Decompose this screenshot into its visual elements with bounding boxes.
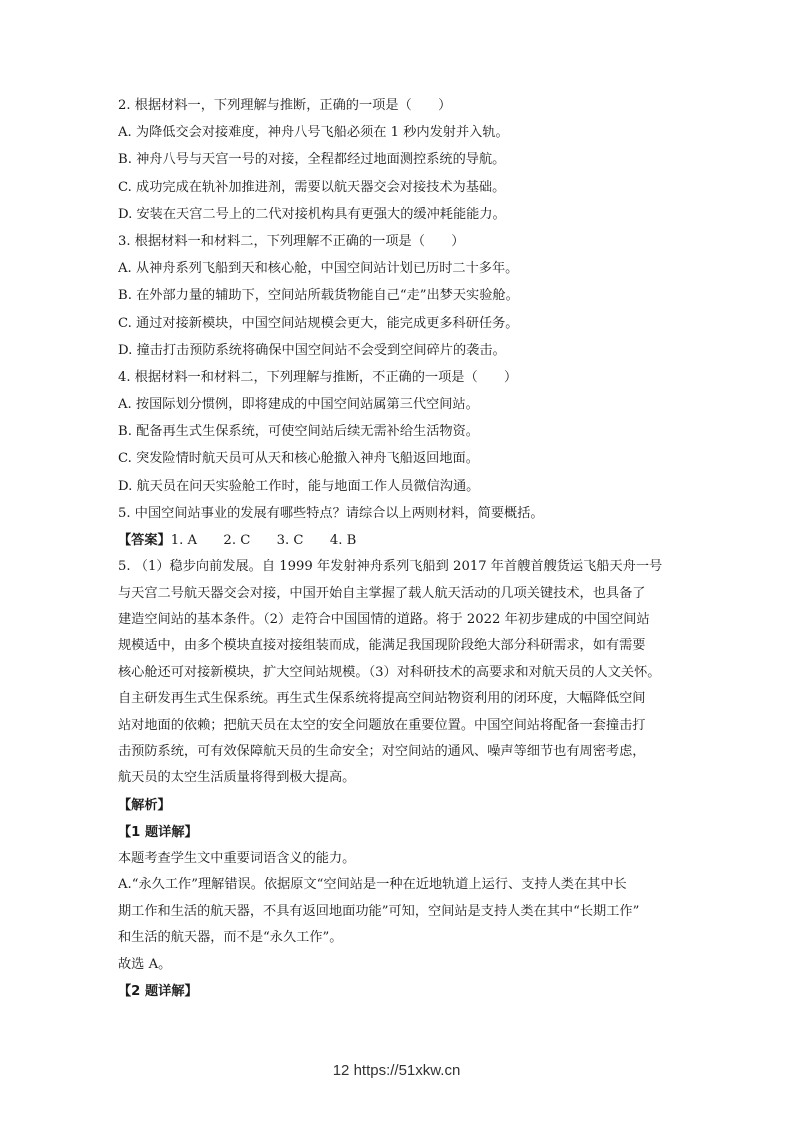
analysis-label: 【解析】 (118, 797, 171, 813)
answer-q5-line: 站对地面的依赖；把航天员在太空的安全问题放在重要位置。中国空间站将配备一套撞击打 (118, 717, 646, 733)
question-3-stem: 3. 根据材料一和材料二，下列理解不正确的一项是（ ） (118, 233, 465, 249)
question-5-stem: 5. 中国空间站事业的发展有哪些特点？请综合以上两则材料，简要概括。 (118, 505, 544, 521)
question-4-option-b: B. 配备再生式生保系统，可使空间站后续无需补给生活物资。 (118, 424, 479, 440)
question-2-option-a: A. 为降低交会对接难度，神舟八号飞船必须在 1 秒内发射并入轨。 (118, 125, 509, 141)
question-3-option-b: B. 在外部力量的辅助下，空间站所载货物能自己“走”出梦天实验舱。 (118, 288, 519, 304)
question-4-option-d: D. 航天员在问天实验舱工作时，能与地面工作人员微信沟通。 (118, 478, 480, 494)
footer-site-link[interactable]: https://51xkw.cn (353, 1062, 461, 1079)
answer-q5-line: 自主研发再生式生保系统。再生式生保系统将提高空间站物资利用的闭环度，大幅降低空间 (118, 691, 646, 707)
answer-q5-line: 5. （1）稳步向前发展。自 1999 年发射神舟系列飞船到 2017 年首艘首艘货运飞船天舟一号 (118, 559, 663, 575)
question-2-option-b: B. 神舟八号与天宫一号的对接，全程都经过地面测控系统的导航。 (118, 152, 506, 168)
analysis-q1-title: 【1 题详解】 (118, 824, 198, 840)
answer-q5-line: 航天员的太空生活质量将得到极大提高。 (118, 770, 356, 786)
answer-q5-line: 核心舱还可对接新模块，扩大空间站规模。（3）对科研技术的高要求和对航天员的人文关怀。 (118, 664, 661, 680)
answer-choices: 1. A 2. C 3. C 4. B (170, 533, 357, 548)
question-3-option-d: D. 撞击打击预防系统将确保中国空间站不会受到空间碎片的袭击。 (118, 342, 506, 358)
question-3-option-c: C. 通过对接新模块，中国空间站规模会更大，能完成更多科研任务。 (118, 315, 519, 331)
analysis-q2-title: 【2 题详解】 (118, 984, 198, 1000)
analysis-q1-line: 本题考查学生文中重要词语含义的能力。 (118, 851, 356, 867)
page-number: 12 (332, 1062, 350, 1079)
page-footer (0, 1062, 793, 1079)
analysis-q1-line: A.“永久工作”理解错误。依据原文“空间站是一种在近地轨道上运行、支持人类在其中长 (118, 877, 627, 893)
question-3-option-a: A. 从神舟系列飞船到天和核心舱，中国空间站计划已历时二十多年。 (118, 261, 519, 277)
document-body (118, 92, 688, 1005)
question-4-option-a: A. 按国际划分惯例，即将建成的中国空间站属第三代空间站。 (118, 397, 479, 413)
analysis-q1-line: 和生活的航天器，而不是“永久工作”。 (118, 930, 343, 946)
answer-q5-line: 与天宫二号航天器交会对接，中国开始自主掌握了载人航天活动的几项关键技术，也具备了 (118, 585, 646, 601)
analysis-q1-line: 期工作和生活的航天器，不具有返回地面功能”可知，空间站是支持人类在其中“长期工作” (118, 903, 640, 919)
answer-q5-line: 规模适中，由多个模块直接对接组装而成，能满足我国现阶段绝大部分科研需求，如有需要 (118, 638, 646, 654)
question-2-option-d: D. 安装在天宫二号上的二代对接机构具有更强大的缓冲耗能能力。 (118, 206, 506, 222)
question-2-option-c: C. 成功完成在轨补加推进剂，需要以航天器交会对接技术为基础。 (118, 179, 506, 195)
answer-q5-line: 击预防系统，可有效保障航天员的生命安全；对空间站的通风、噪声等细节也有周密考虑， (118, 743, 646, 759)
answer-line (118, 527, 688, 554)
question-4-option-c: C. 突发险情时航天员可从天和核心舱撤入神舟飞船返回地面。 (118, 451, 479, 467)
answer-q5-paragraph (118, 554, 688, 792)
question-2-stem: 2. 根据材料一，下列理解与推断，正确的一项是（ ） (118, 98, 452, 113)
answer-label: 【答案】 (118, 533, 171, 548)
question-4-stem: 4. 根据材料一和材料二，下列理解与推断，不正确的一项是（ ） (118, 369, 518, 385)
answer-q5-line: 建造空间站的基本条件。（2）走符合中国国情的道路。将于 2022 年初步建成的中国空间站 (118, 611, 650, 627)
analysis-q1-line: 故选 A。 (118, 956, 172, 972)
